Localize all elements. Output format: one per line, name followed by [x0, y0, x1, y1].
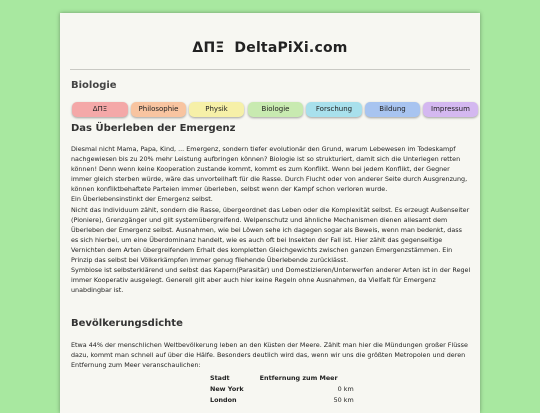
population-heading: Bevölkerungsdichte [71, 318, 183, 329]
site-logo: ΔΠΞ [192, 40, 225, 56]
table-cell-distance: 0 km [337, 384, 354, 393]
nav-item-home[interactable]: ΔΠΞ [72, 102, 128, 117]
article-paragraph: Diesmal nicht Mama, Papa, Kind, ... Emergenz, sondern tiefer evolutionär den Grund, warum Lebewesen im Todeskampf nachgewiesen bis zu 20% mehr Leistung aufbringen können? Biologie ist so strukturiert, damit sich die Unterlegen retten können! Denn wenn keine Kooperation zustande kommt, kommt es zum Konflikt. Wenn bei jedem Konflikt, der Gegner immer gleich sterben würde, wäre das unvorteilhaft für die Rasse. Durch Flucht oder von anderer Seite durch Ausgrenzung, können konfliktbehaftete Parteien immer überleben, selbst wenn der Kampf schon verloren wurde. [71, 145, 468, 194]
table-cell-distance: 50 km [333, 395, 354, 404]
article-paragraph: Symbiose ist selbsterklärend und selbst das Kapern(Parasitär) und Domestizieren/Unterwerfen anderer Arten ist in der Regel immer Kooperativ ausgelegt. Generell gilt aber auch hier keine Regeln ohne Ausnahmen, da Vielfalt für Emergenz unabdingbar ist. [71, 266, 471, 295]
site-name: DeltaPiXi.com [234, 40, 348, 56]
article-paragraph: Ein Überlebensinstinkt der Emergenz selbst. [71, 195, 213, 204]
nav-item-physik[interactable]: Physik [189, 102, 244, 117]
site-title[interactable] [60, 40, 480, 56]
table-cell-city: New York [210, 384, 244, 393]
distance-table [210, 372, 354, 405]
population-paragraph: Etwa 44% der menschlichen Weltbevölkerung leben an den Küsten der Meere. Zählt man hier die Mündungen großer Flüsse dazu, kommt man schnell auf über die Hälfe. Besonders deutlich wird das, wenn wir uns die größten Metropolen und deren Entfernung zum Meer veranschaulichen: [71, 341, 468, 370]
table-header-distance: Entfernung zum Meer [259, 373, 338, 382]
table-header-city: Stadt [210, 373, 230, 382]
table-header-row [210, 372, 354, 383]
table-cell-city: London [210, 395, 237, 404]
population-text [71, 340, 471, 370]
table-row [210, 383, 354, 394]
main-navigation [60, 102, 480, 120]
nav-item-biologie[interactable]: Biologie [248, 102, 303, 117]
table-row [210, 394, 354, 405]
divider [70, 69, 470, 70]
article-paragraph: Nicht das Individuum zählt, sondern die Rasse, übergeordnet das Leben oder die Komplexität selbst. Es erzeugt Außenseiter (Pioniere), Grenzgänger und gilt systemübergreifend. Welpenschutz und ähnliche Mechanismen dienen allesamt dem Überleben der Emergenz selbst. Ausnahmen, wie bei Löwen sehe ich dagegen sogar als Beweis, wenn man bedenkt, dass es sich hierbei, um eine Überdominanz handelt, wie es auch oft bei Insekten der Fall ist. Hier zählt das gegenseitige Vernichten dem Arten übergreifendem Erhalt des kompletten Gleichgewichts zwischen ganzen Emergenzstämmen. Ein Prinzip das selbst bei Völkerkämpfen immer genug fliehende Überlebende zurücklässt. [71, 205, 470, 265]
nav-item-impressum[interactable]: Impressum [423, 102, 478, 117]
nav-item-bildung[interactable]: Bildung [365, 102, 420, 117]
nav-item-forschung[interactable]: Forschung [306, 102, 362, 117]
page-container [60, 13, 480, 413]
article-body [71, 144, 471, 295]
nav-item-philosophie[interactable]: Philosophie [131, 102, 186, 117]
article-heading: Das Überleben der Emergenz [71, 123, 236, 134]
section-title: Biologie [71, 80, 117, 91]
